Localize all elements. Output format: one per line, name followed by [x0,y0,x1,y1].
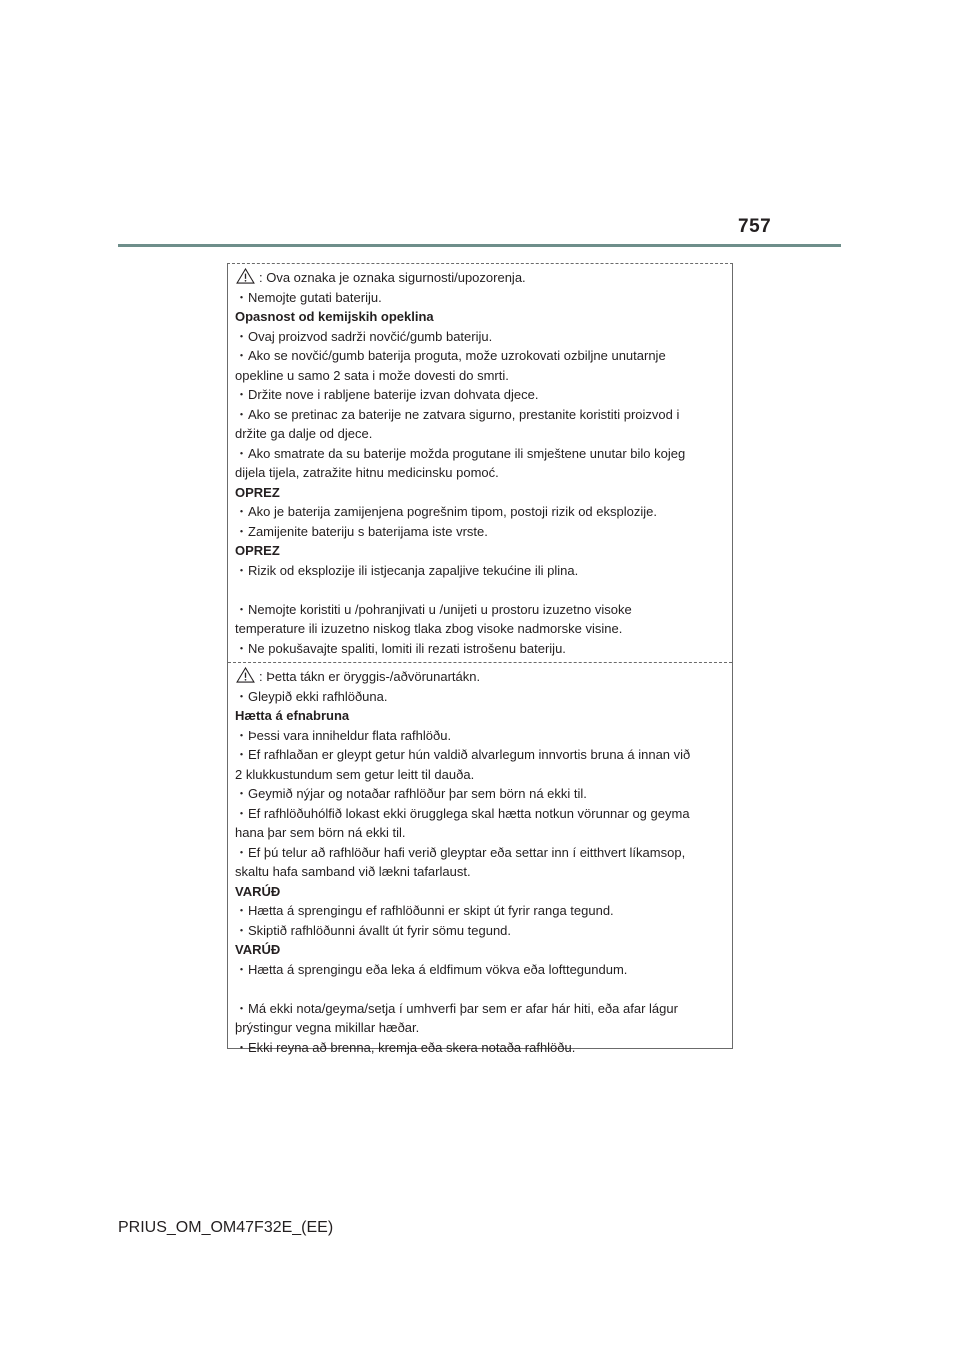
warning-line [235,385,539,405]
warning-line [235,522,488,542]
line-text: ・Þessi vara inniheldur flata rafhlöðu. [235,727,452,743]
warning-line [235,784,587,804]
line-text: temperature ili izuzetno niskog tlaka zbog visoke nadmorske visine. [235,621,623,636]
header-rule [118,244,841,247]
warning-symbol-legend [235,667,480,687]
warning-line [235,843,685,863]
line-text: ・Ako se pretinac za baterije ne zatvara sigurno, prestanite koristiti proizvod i [235,406,680,422]
document-code-footer: PRIUS_OM_OM47F32E_(EE) [118,1219,334,1236]
line-text: ・Skiptið rafhlöðunni ávallt út fyrir sömu tegund. [235,922,512,938]
warning-line [235,561,578,581]
section-heading [235,940,280,960]
section-heading [235,483,280,503]
warning-line [235,619,622,639]
warning-line [235,823,406,843]
line-text: skaltu hafa samband við lækni tafarlaust. [235,864,471,879]
warning-symbol-legend [235,268,526,288]
warning-line [235,726,451,746]
warning-line [235,346,666,366]
line-text: ・Rizik od eksplozije ili istjecanja zapaljive tekućine ili plina. [235,562,579,578]
line-text: ・Zamijenite bateriju s baterijama iste vrste. [235,523,488,539]
line-text: OPREZ [235,484,280,500]
warning-line [235,901,614,921]
line-text: ・Ef rafhlaðan er gleypt getur hún valdið alvarlegum innvortis bruna á innan við [235,747,691,762]
line-text: ・Ef rafhlöðuhólfið lokast ekki örugglega skal hætta notkun vörunnar og geyma [235,805,690,821]
warning-line [235,765,474,785]
line-text: VARÚÐ [235,942,281,957]
warning-line [235,960,627,980]
line-text: ・Nemojte gutati bateriju. [235,289,382,305]
battery-warning-box [227,263,733,1055]
warning-line [235,1038,575,1058]
line-text: ・Ako smatrate da su baterije možda progutane ili smještene unutar bilo kojeg [235,445,686,461]
croatian-warning-section [228,264,732,662]
line-text: þrýstingur vegna mikillar hæðar. [235,1020,420,1035]
line-text: ・Držite nove i rabljene baterije izvan dohvata djece. [235,387,539,402]
warning-line [235,366,509,386]
icelandic-warning-section [228,662,732,1055]
line-text: ・Ekki reyna að brenna, kremja eða skera notaða rafhlöðu. [235,1039,576,1055]
warning-triangle-icon [236,268,255,284]
line-text: opekline u samo 2 sata i može dovesti do smrti. [235,367,509,383]
warning-line [235,804,690,824]
line-text: dijela tijela, zatražite hitnu medicinsku pomoć. [235,465,499,480]
line-text: ・Geymið nýjar og notaðar rafhlöður þar sem börn ná ekki til. [235,786,587,801]
section-heading [235,307,434,327]
section-heading [235,706,349,726]
warning-line [235,444,685,464]
line-text: : Ova oznaka je oznaka sigurnosti/upozorenja. [259,270,526,285]
warning-line [235,1018,419,1038]
warning-line [235,862,471,882]
warning-line [235,745,690,765]
warning-line [235,288,382,308]
page-number: 757 [738,216,772,237]
line-text: : Þetta tákn er öryggis-/aðvörunartákn. [259,669,481,684]
line-text: Hætta á efnabruna [235,708,350,723]
line-text: Opasnost od kemijskih opeklina [235,309,434,324]
line-text: ・Gleypið ekki rafhlöðuna. [235,688,388,704]
line-text: držite ga dalje od djece. [235,426,373,441]
section-heading [235,882,280,902]
warning-line [235,327,492,347]
warning-line [235,921,511,941]
line-text: ・Ako se novčić/gumb baterija proguta, može uzrokovati ozbiljne unutarnje [235,348,666,363]
warning-line [235,502,657,522]
warning-line [235,639,566,659]
warning-line [235,999,678,1019]
line-text: OPREZ [235,543,280,558]
warning-line [235,405,679,425]
line-text: hana þar sem börn ná ekki til. [235,825,406,840]
warning-line [235,687,387,707]
warning-triangle-icon [236,667,255,683]
warning-line [235,600,632,620]
line-text: ・Hætta á sprengingu eða leka á eldfimum vökva eða lofttegundum. [235,961,628,977]
line-text: ・Ne pokušavajte spaliti, lomiti ili rezati istrošenu bateriju. [235,640,566,656]
line-text: ・Ako je baterija zamijenjena pogrešnim tipom, postoji rizik od eksplozije. [235,504,657,519]
line-text: ・Ef þú telur að rafhlöður hafi verið gleyptar eða settar inn í eitthvert líkamsop, [235,844,686,860]
warning-line [235,424,372,444]
line-text: ・Ovaj proizvod sadrži novčić/gumb bateriju. [235,328,493,344]
line-text: 2 klukkustundum sem getur leitt til dauða. [235,766,475,782]
line-text: ・Nemojte koristiti u /pohranjivati u /unijeti u prostoru izuzetno visoke [235,601,632,617]
section-heading [235,541,280,561]
line-text: ・Hætta á sprengingu ef rafhlöðunni er skipt út fyrir ranga tegund. [235,903,614,918]
warning-line [235,463,499,483]
line-text: VARÚÐ [235,883,281,899]
line-text: ・Má ekki nota/geyma/setja í umhverfi þar sem er afar hár hiti, eða afar lágur [235,1000,678,1016]
